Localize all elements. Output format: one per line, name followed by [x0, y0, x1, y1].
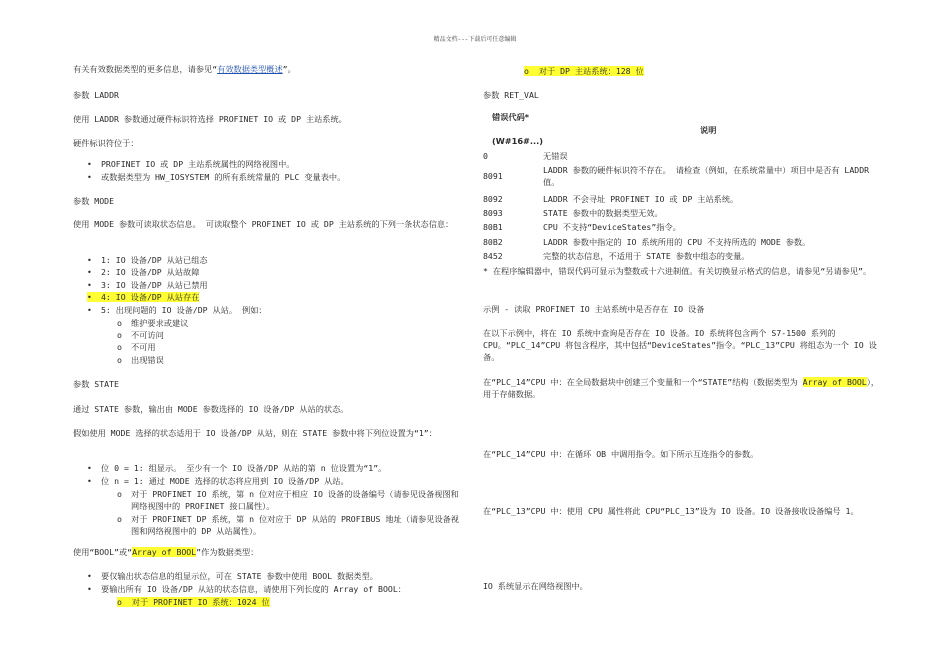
bit-item: • 位 0 = 1: 组显示。 至少有一个 IO 设备/DP 从站的第 n 位设置为“1”。	[101, 462, 386, 474]
mode-heading: 参数 MODE	[73, 196, 115, 206]
dp-128-text: 对于 DP 主站系统：128 位	[538, 66, 644, 76]
mode5-subitem: o 不可用	[131, 341, 156, 353]
dp-128-item	[524, 65, 644, 77]
example-paragraph-plc14-ob: 在“PLC_14”CPU 中：在循环 OB 中调用指令。如下所示互连指令的参数。	[483, 449, 759, 459]
error-code: 8091	[483, 171, 503, 181]
table-head-code: 错误代码*	[492, 112, 530, 122]
mode-item-highlighted	[101, 291, 199, 303]
mode5-subitem: o 不可访问	[131, 329, 164, 341]
sub-marker: o	[117, 597, 132, 607]
state-text-2: 假如使用 MODE 选择的状态适用于 IO 设备/DP 从站，则在 STATE 参数中将下列位设置为“1”：	[73, 428, 437, 438]
error-desc: STATE 参数中的数据类型无效。	[543, 208, 663, 218]
profinet-1024-text: 对于 PROFINET IO 系统：1024 位	[131, 597, 270, 607]
mode-item: • 1: IO 设备/DP 从站已组态	[101, 254, 208, 266]
bool-suffix: ”作为数据类型：	[196, 547, 259, 557]
error-code: 8093	[483, 208, 503, 218]
example-paragraph-plc14-db	[483, 376, 881, 400]
mode5-subitem: o 维护要求或建议	[131, 317, 188, 329]
laddr-text: 使用 LADDR 参数通过硬件标识符选择 PROFINET IO 或 DP 主站系统。	[73, 114, 347, 124]
mode5-subitem: o 出现错误	[131, 354, 164, 366]
bit-subitem: o 对于 PROFINET DP 系统，第 n 位对应于 DP 从站的 PROFIBUS 地址（请参见设备视图和网络视图中的 DP 从站属性）。	[131, 513, 466, 537]
plc14-prefix: 在“PLC_14”CPU 中：在全局数据块中创建三个变量和一个“STATE”结构（数据类型为	[483, 377, 803, 387]
example-paragraph: 在以下示例中，将在 IO 系统中查询是否存在 IO 设备。IO 系统将包含两个 S7-1500 系列的 CPU。“PLC_14”CPU 将包含程序，其中包括“DeviceStates”指令。“PLC_13”CPU 将组态为一个 IO 设备。	[483, 328, 877, 362]
error-code: 0	[483, 151, 488, 161]
example-paragraph-network: IO 系统显示在网络视图中。	[483, 581, 588, 591]
error-desc: 无错误	[543, 151, 568, 161]
error-code: 80B1	[483, 222, 503, 232]
footnote: * 在程序编辑器中，错误代码可显示为整数或十六进制值。有关切换显示格式的信息，请参见“另请参见”。	[483, 266, 872, 276]
mode-item: • 2: IO 设备/DP 从站故障	[101, 266, 199, 278]
error-code: 80B2	[483, 237, 503, 247]
error-desc: LADDR 不会寻址 PROFINET IO 或 DP 主站系统。	[543, 194, 739, 204]
error-desc: LADDR 参数的硬件标识符不存在。 请检查（例如，在系统常量中）项目中是否有 LADDR 值。	[543, 165, 870, 187]
laddr-heading: 参数 LADDR	[73, 90, 119, 100]
error-desc: CPU 不支持“DeviceStates”指令。	[543, 222, 681, 232]
hwid-item: • PROFINET IO 或 DP 主站系统属性的网络视图中。	[101, 158, 295, 170]
bool-item: • 要仅输出状态信息的组显示位，可在 STATE 参数中使用 BOOL 数据类型。	[101, 570, 378, 582]
bool-prefix: 使用“BOOL”或“	[73, 547, 133, 557]
bit-item: • 位 n = 1: 通过 MODE 选择的状态将应用到 IO 设备/DP 从站。	[101, 475, 349, 487]
bool-datatype-line	[73, 546, 258, 558]
bool-item: • 要输出所有 IO 设备/DP 从站的状态信息，请使用下列长度的 Array of BOOL：	[101, 583, 406, 595]
highlight	[524, 66, 644, 76]
error-code: 8452	[483, 251, 503, 261]
mode-text: 使用 MODE 参数可读取状态信息。 可读取整个 PROFINET IO 或 DP 主站系统的下列一条状态信息：	[73, 219, 454, 229]
example-paragraph-plc13: 在“PLC_13”CPU 中：使用 CPU 属性将此 CPU“PLC_13”设为 IO 设备。IO 设备接收设备编号 1。	[483, 506, 859, 516]
table-head-code-format: (W#16#...)	[492, 136, 543, 146]
data-types-reference	[73, 63, 296, 75]
plc14-suffix: ），用于存储数据。	[483, 377, 880, 399]
state-text: 通过 STATE 参数，输出由 MODE 参数选择的 IO 设备/DP 从站的状态。	[73, 404, 349, 414]
ref-prefix: 有关有效数据类型的更多信息，请参见“	[73, 64, 218, 74]
ref-suffix: ”。	[282, 64, 296, 74]
plc14-highlight: Array of BOOL	[802, 377, 867, 387]
bit-subitem: o 对于 PROFINET IO 系统，第 n 位对应于相应 IO 设备的设备编号（请参见设备视图和网络视图中的 PROFINET 接口属性）。	[131, 488, 466, 512]
bool-highlight: Array of BOOL	[132, 547, 197, 557]
mode-item: • 5: 出现问题的 IO 设备/DP 从站。 例如：	[101, 304, 267, 316]
error-code: 8092	[483, 194, 503, 204]
state-heading: 参数 STATE	[73, 379, 119, 389]
profinet-1024-item	[117, 596, 270, 608]
mode-item: • 3: IO 设备/DP 从站已禁用	[101, 279, 208, 291]
retval-heading: 参数 RET_VAL	[483, 90, 539, 100]
hwid-item: • 或数据类型为 HW_IOSYSTEM 的所有系统常量的 PLC 变量表中。	[101, 171, 345, 183]
page-header: 精品文档---下载后可任意编辑	[433, 36, 517, 43]
highlight	[117, 597, 270, 607]
example-title: 示例 - 读取 PROFINET IO 主站系统中是否存在 IO 设备	[483, 304, 705, 314]
hwid-label: 硬件标识符位于：	[73, 138, 139, 148]
highlight: 4: IO 设备/DP 从站存在	[87, 292, 199, 302]
sub-marker: o	[524, 66, 539, 76]
error-desc: LADDR 参数中指定的 IO 系统所用的 CPU 不支持所选的 MODE 参数。	[543, 237, 811, 247]
table-head-desc: 说明	[700, 125, 717, 135]
data-types-link[interactable]: 有效数据类型概述	[217, 64, 283, 74]
error-desc: 完整的状态信息，不适用于 STATE 参数中组态的变量。	[543, 251, 750, 261]
